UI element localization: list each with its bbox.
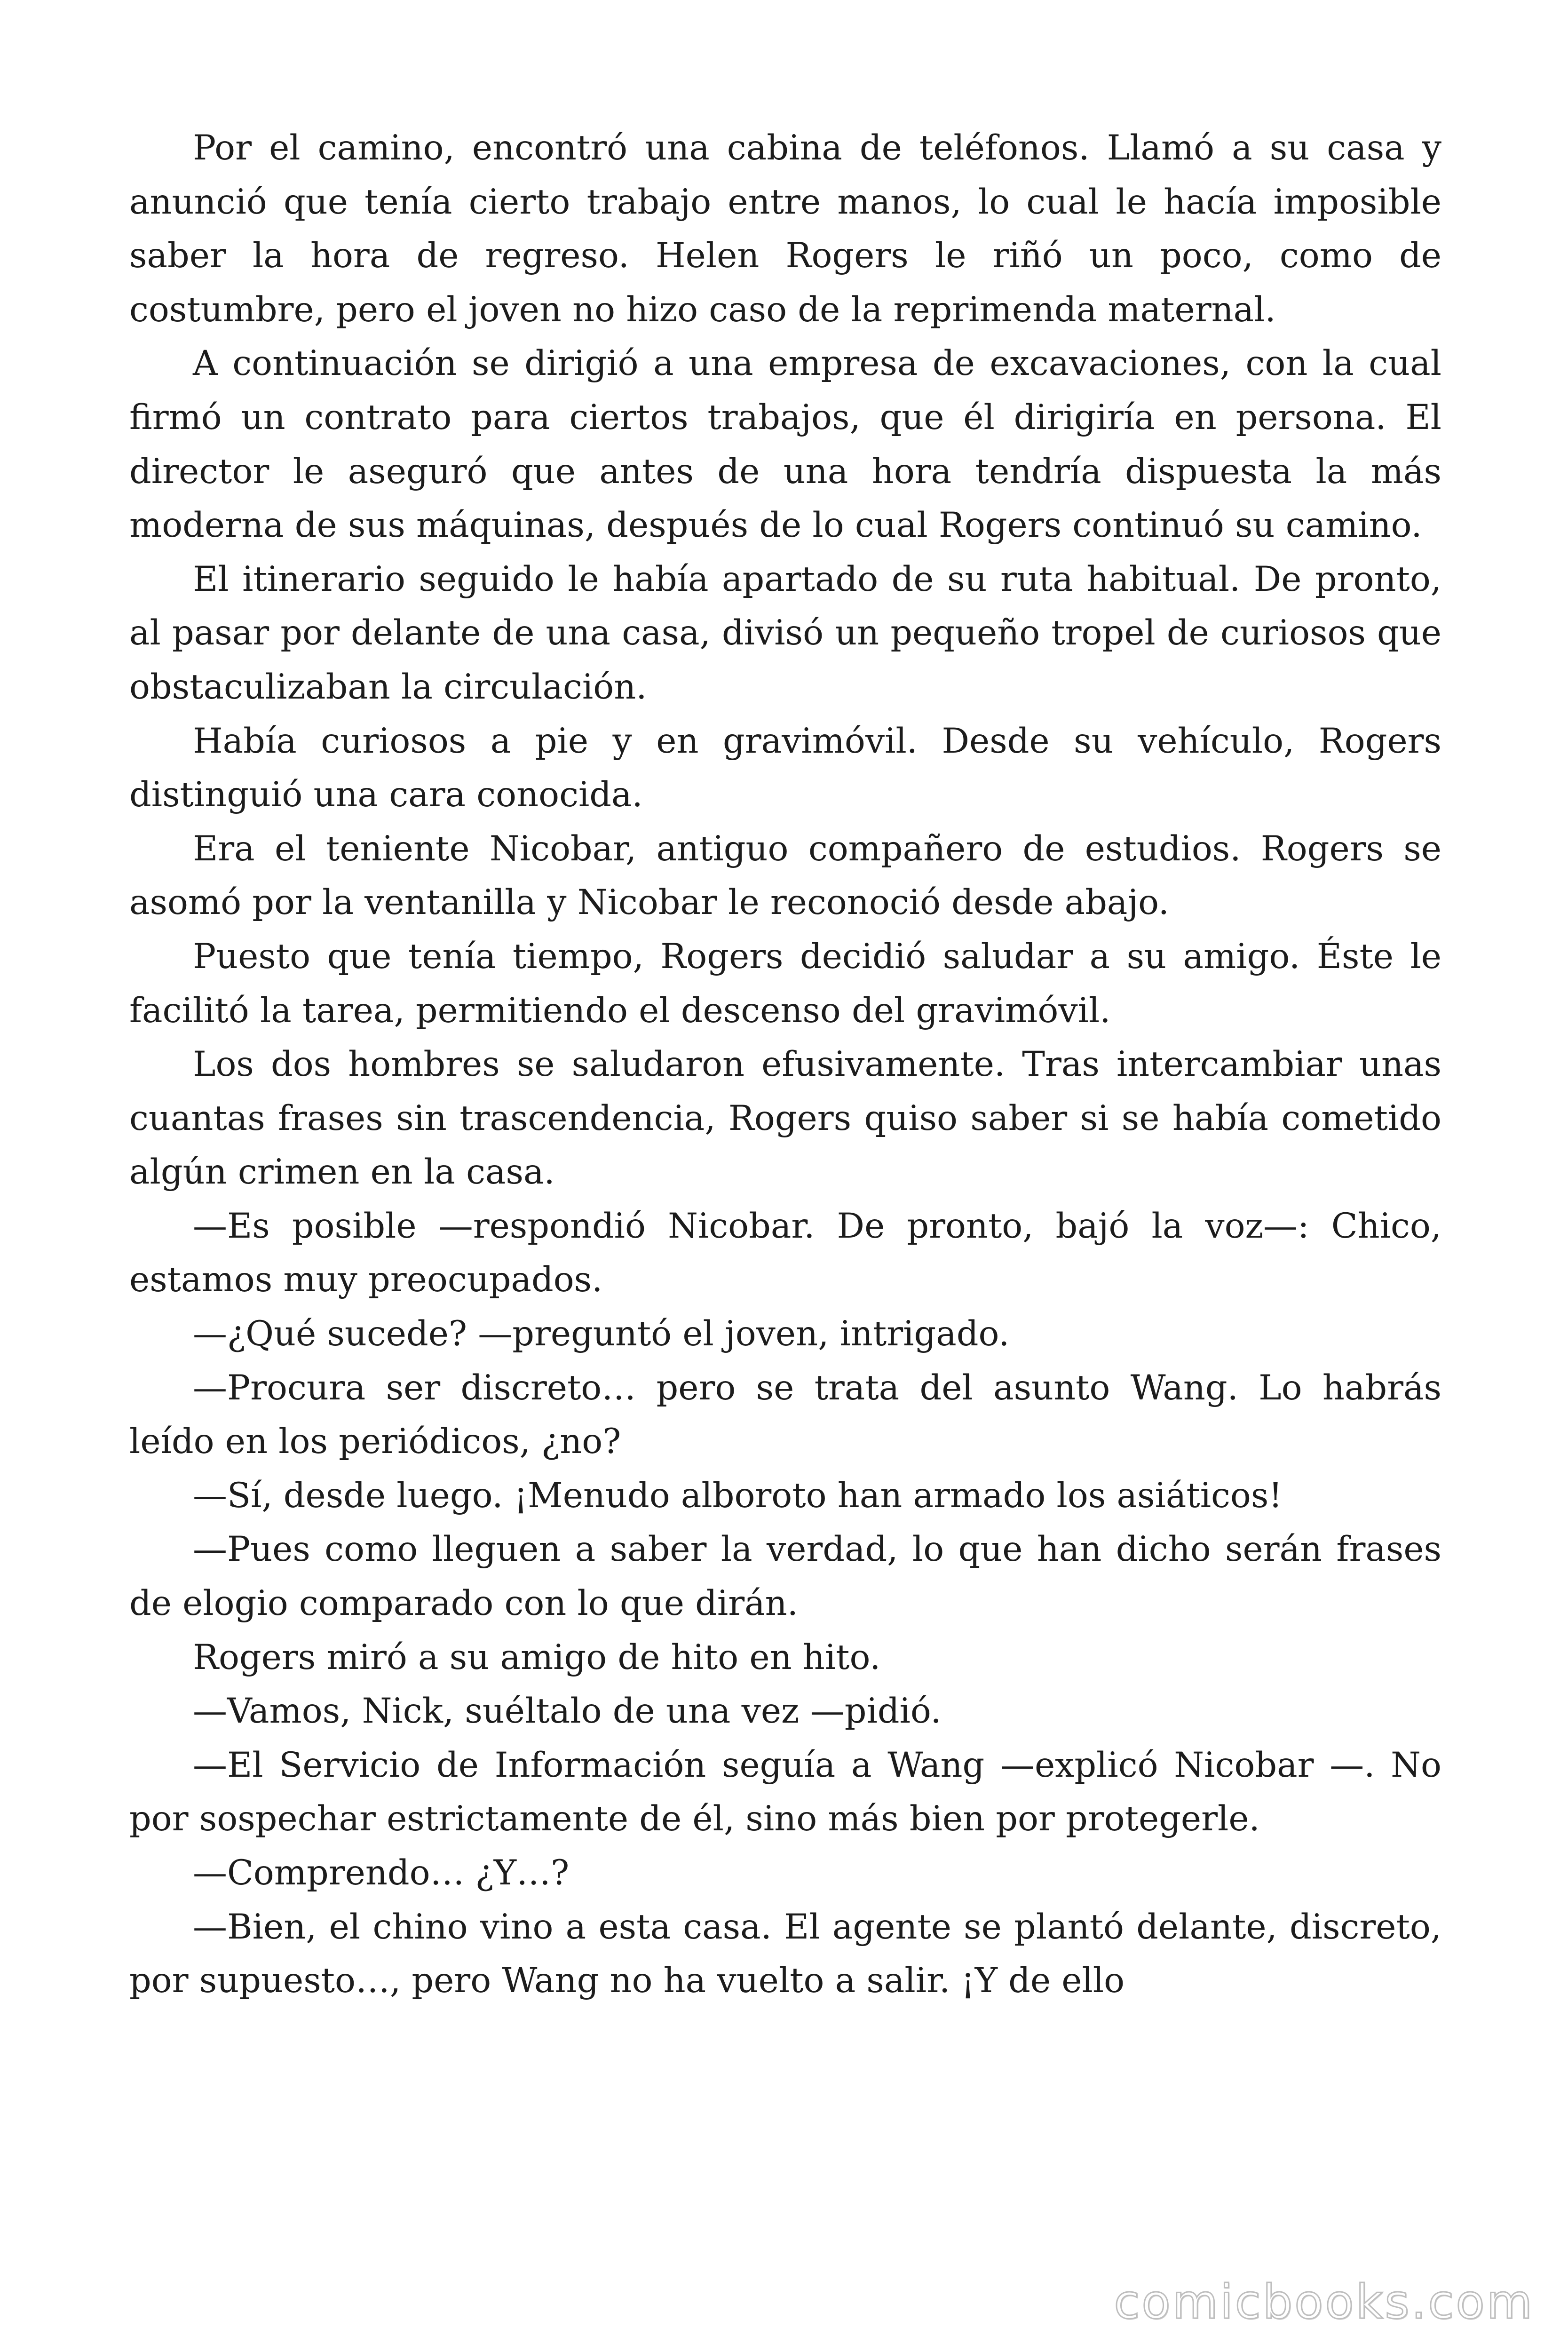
paragraph: —Procura ser discreto… pero se trata del asunto Wang. Lo habrás leído en los periódicos, ¿no? — [129, 1367, 1441, 1462]
paragraph: Era el teniente Nicobar, antiguo compañero de estudios. Rogers se asomó por la ventanilla y Nicobar le reconoció desde abajo. — [129, 828, 1441, 923]
paragraph: —Bien, el chino vino a esta casa. El agente se plantó delante, discreto, por supuesto…, pero Wang no ha vuelto a salir. ¡Y de ello — [129, 1907, 1441, 2001]
paragraph: —Vamos, Nick, suéltalo de una vez —pidió. — [193, 1691, 942, 1732]
paragraph: —Sí, desde luego. ¡Menudo alboroto han armado los asiáticos! — [193, 1475, 1283, 1516]
paragraph: —¿Qué sucede? —preguntó el joven, intrigado. — [193, 1314, 1010, 1354]
paragraph: —Es posible —respondió Nicobar. De pronto, bajó la voz—: Chico, estamos muy preocupados. — [129, 1206, 1441, 1300]
watermark: comicbooks.com — [1114, 2274, 1534, 2329]
paragraph: —Comprendo… ¿Y…? — [193, 1853, 570, 1893]
paragraph: Había curiosos a pie y en gravimóvil. Desde su vehículo, Rogers distinguió una cara conocida. — [129, 721, 1441, 815]
paragraph: Los dos hombres se saludaron efusivamente. Tras intercambiar unas cuantas frases sin trascendencia, Rogers quiso saber si se había cometido algún crimen en la casa. — [129, 1044, 1441, 1192]
paragraph: Puesto que tenía tiempo, Rogers decidió saludar a su amigo. Éste le facilitó la tarea, permitiendo el descenso del gravimóvil. — [129, 936, 1441, 1031]
paragraph: Por el camino, encontró una cabina de teléfonos. Llamó a su casa y anunció que tenía cierto trabajo entre manos, lo cual le hacía imposible saber la hora de regreso. Helen Rogers le riñó un poco, como de costumbre, pero el joven no hizo caso de la reprimenda maternal. — [129, 128, 1441, 330]
paragraph: —El Servicio de Información seguía a Wang —explicó Nicobar —. No por sospechar estrictamente de él, sino más bien por protegerle. — [129, 1745, 1441, 1839]
paragraph: A continuación se dirigió a una empresa de excavaciones, con la cual firmó un contrato para ciertos trabajos, que él dirigiría en persona. El director le aseguró que antes de una hora tendría dispuesta la más moderna de sus máquinas, después de lo cual Rogers continuó su camino. — [129, 343, 1441, 546]
paragraph: Rogers miró a su amigo de hito en hito. — [193, 1637, 881, 1677]
paragraph: El itinerario seguido le había apartado de su ruta habitual. De pronto, al pasar por delante de una casa, divisó un pequeño tropel de curiosos que obstaculizaban la circulación. — [129, 559, 1441, 707]
paragraph: —Pues como lleguen a saber la verdad, lo que han dicho serán frases de elogio comparado con lo que dirán. — [129, 1529, 1441, 1624]
page-text-block — [129, 121, 1441, 2008]
